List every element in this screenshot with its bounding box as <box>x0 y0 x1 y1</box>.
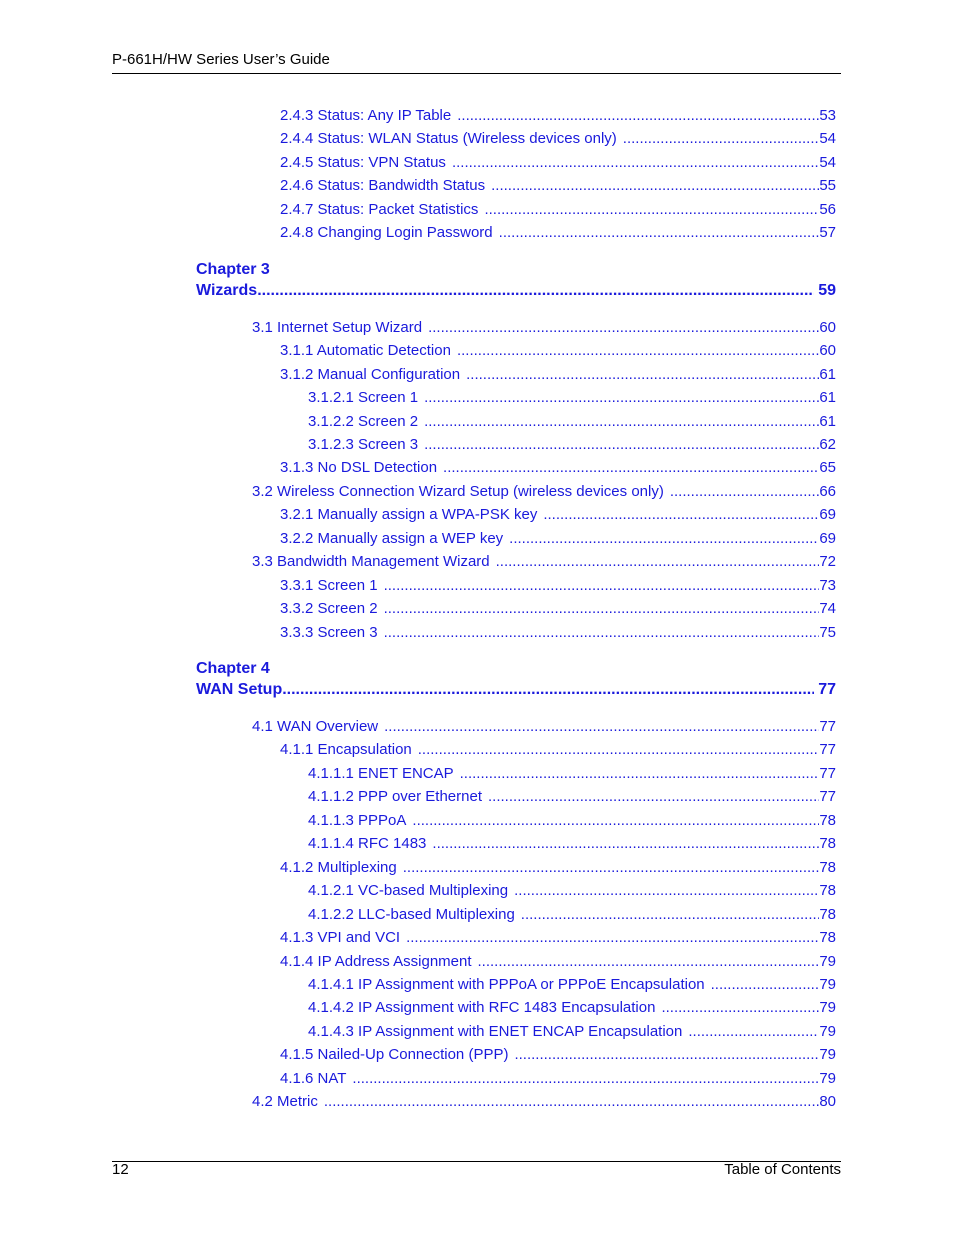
toc-leader-dots <box>428 318 819 338</box>
footer-section-title: Table of Contents <box>724 1161 841 1178</box>
toc-entry-link[interactable] <box>308 905 836 925</box>
toc-entry-link[interactable] <box>308 975 836 995</box>
toc-entry-title: 4.1.6 NAT <box>280 1069 347 1087</box>
toc-leader-dots <box>499 223 820 243</box>
toc-page-number: 56 <box>819 200 836 218</box>
toc-page-number: 77 <box>819 788 836 806</box>
toc-page-number: 69 <box>819 506 836 524</box>
toc-leader-dots <box>661 998 819 1018</box>
toc-page-number: 79 <box>819 999 836 1017</box>
toc-leader-dots <box>688 1022 819 1042</box>
toc-entry-link[interactable] <box>280 458 836 478</box>
toc-entry-link[interactable] <box>308 881 836 901</box>
toc-page-number: 78 <box>819 858 836 876</box>
toc-entry-link[interactable] <box>280 223 836 243</box>
toc-entry-title: 3.2.2 Manually assign a WEP key <box>280 529 504 547</box>
toc-leader-dots <box>257 281 814 301</box>
toc-leader-dots <box>484 200 819 220</box>
toc-page-number: 53 <box>819 107 836 124</box>
toc-leader-dots <box>460 764 820 784</box>
toc-leader-dots <box>282 680 814 700</box>
toc-entry-link[interactable] <box>280 599 836 619</box>
toc-entry-title: 2.4.7 Status: Packet Statistics <box>280 200 479 218</box>
toc-entry-link[interactable] <box>308 998 836 1018</box>
toc-page-number: 61 <box>819 412 836 430</box>
toc-entry-title: 2.4.3 Status: Any IP Table <box>280 107 452 124</box>
toc-entry-title: 3.2.1 Manually assign a WPA-PSK key <box>280 506 538 524</box>
toc-page-number: 72 <box>819 553 836 571</box>
toc-entry-title: 3.3.3 Screen 3 <box>280 623 378 641</box>
toc-entry-link[interactable] <box>280 106 836 126</box>
toc-chapter-link[interactable] <box>196 281 836 301</box>
toc-entry-link[interactable] <box>280 740 836 760</box>
toc-entry-link[interactable] <box>280 200 836 220</box>
toc-leader-dots <box>384 623 820 643</box>
toc-page-number: 75 <box>819 623 836 641</box>
toc-entry-link[interactable] <box>308 787 836 807</box>
toc-entry-title: 3.1.2.2 Screen 2 <box>308 412 419 430</box>
toc-page-number: 57 <box>819 224 836 242</box>
toc-entry-title: 2.4.5 Status: VPN Status <box>280 153 446 171</box>
toc-entry-link[interactable] <box>280 129 836 149</box>
toc-page-number: 54 <box>819 153 836 171</box>
toc-page-number: 78 <box>819 905 836 923</box>
toc-entry-title: 4.1.1.2 PPP over Ethernet <box>308 788 483 806</box>
toc-page-number: 74 <box>819 600 836 618</box>
toc-page-number: 79 <box>819 1069 836 1087</box>
toc-entry-link[interactable] <box>308 834 836 854</box>
toc-leader-dots <box>543 505 819 525</box>
toc-page-number: 65 <box>819 459 836 477</box>
toc-leader-dots <box>432 834 819 854</box>
toc-leader-dots <box>457 106 819 126</box>
toc-page-number: 55 <box>819 177 836 195</box>
toc-leader-dots <box>424 435 819 455</box>
toc-page-number: 62 <box>819 435 836 453</box>
toc-page-number: 77 <box>819 718 836 735</box>
toc-entry-link[interactable] <box>280 928 836 948</box>
toc-entry-link[interactable] <box>308 764 836 784</box>
toc-entry-title: 3.1.3 No DSL Detection <box>280 459 438 477</box>
toc-entry-title: 3.1.1 Automatic Detection <box>280 342 451 360</box>
toc-entry-title: 3.1.2.1 Screen 1 <box>308 389 419 407</box>
toc-entry-title: 4.1.4.2 IP Assignment with RFC 1483 Encapsulation <box>308 999 656 1017</box>
toc-entry-title: 3.1.2 Manual Configuration <box>280 365 461 383</box>
toc-page-number: 78 <box>819 811 836 829</box>
toc-leader-dots <box>418 740 820 760</box>
toc-entry-title: 4.1.4 IP Address Assignment <box>280 952 472 970</box>
toc-leader-dots <box>623 129 820 149</box>
toc-entry-title: 4.1.1 Encapsulation <box>280 741 412 759</box>
toc-leader-dots <box>443 458 819 478</box>
toc-entry-link[interactable] <box>280 153 836 173</box>
toc-leader-dots <box>488 787 819 807</box>
toc-entry-title: 2.4.6 Status: Bandwidth Status <box>280 177 486 195</box>
toc-page-number: 78 <box>819 929 836 947</box>
toc-leader-dots <box>457 341 819 361</box>
toc-page-number: 80 <box>819 1093 836 1111</box>
toc-page-number: 60 <box>819 318 836 336</box>
toc-entry-link[interactable] <box>252 482 836 502</box>
toc-page-number: 78 <box>819 835 836 853</box>
toc-leader-dots <box>521 905 820 925</box>
toc-leader-dots <box>491 176 819 196</box>
toc-entry-link[interactable] <box>252 717 836 737</box>
toc-entry-title: 4.1.3 VPI and VCI <box>280 929 401 947</box>
toc-page-number: 60 <box>819 342 836 360</box>
toc-entry-link[interactable] <box>308 412 836 432</box>
toc-page-number: 73 <box>819 576 836 594</box>
toc-entry-link[interactable] <box>280 858 836 878</box>
toc-leader-dots <box>514 1045 819 1065</box>
toc-entry-title: 4.1.4.1 IP Assignment with PPPoA or PPPoE Encapsulation <box>308 975 705 993</box>
toc-chapter-title: Wizards <box>196 281 258 299</box>
toc-entry-title: 3.3.1 Screen 1 <box>280 576 378 594</box>
toc-entry-link[interactable] <box>308 388 836 408</box>
toc-leader-dots <box>711 975 820 995</box>
toc-leader-dots <box>403 858 820 878</box>
toc-page-number: 61 <box>819 389 836 407</box>
toc-leader-dots <box>478 952 820 972</box>
toc-entry-title: 4.1.1.4 RFC 1483 <box>308 835 427 853</box>
toc-leader-dots <box>412 811 819 831</box>
toc-page-number: 59 <box>818 281 836 299</box>
toc-entry-link[interactable] <box>280 365 836 385</box>
toc-leader-dots <box>466 365 819 385</box>
toc-page-number: 79 <box>819 952 836 970</box>
toc-leader-dots <box>406 928 819 948</box>
toc-entry-link[interactable] <box>308 811 836 831</box>
toc-page-number: 79 <box>819 975 836 993</box>
toc-page-number: 79 <box>819 1022 836 1040</box>
toc-entry-title: 3.1.2.3 Screen 3 <box>308 435 419 453</box>
toc-entry-title: 3.3 Bandwidth Management Wizard <box>252 553 490 571</box>
toc-entry-link[interactable] <box>252 552 836 572</box>
toc-leader-dots <box>509 529 819 549</box>
toc-page-number: 54 <box>819 130 836 148</box>
toc-leader-dots <box>670 482 819 502</box>
toc-entry-link[interactable] <box>280 952 836 972</box>
toc-entry-title: 4.2 Metric <box>252 1093 318 1111</box>
toc-entry-link[interactable] <box>252 318 836 338</box>
toc-entry-title: 4.1.2.2 LLC-based Multiplexing <box>308 905 515 923</box>
toc-entry-link[interactable] <box>252 1092 836 1112</box>
toc-entry-link[interactable] <box>280 505 836 525</box>
chapter-label: Chapter 3 <box>196 260 270 278</box>
toc-page-number: 77 <box>818 681 836 698</box>
toc-entry-title: 3.1 Internet Setup Wizard <box>252 318 423 336</box>
toc-entry-title: 3.3.2 Screen 2 <box>280 600 378 618</box>
toc-entry-link[interactable] <box>280 176 836 196</box>
toc-entry-title: 2.4.8 Changing Login Password <box>280 224 493 242</box>
toc-page-number: 69 <box>819 529 836 547</box>
header-rule <box>112 73 841 74</box>
toc-entry-title: 4.1.4.3 IP Assignment with ENET ENCAP Encapsulation <box>308 1022 683 1040</box>
toc-entry-link[interactable] <box>280 341 836 361</box>
toc-entry-title: 4.1.2 Multiplexing <box>280 858 397 876</box>
toc-page-number: 78 <box>819 882 836 900</box>
toc-entry-title: 4.1.1.3 PPPoA <box>308 811 407 829</box>
toc-entry-link[interactable] <box>280 1069 836 1089</box>
toc-entry-title: 4.1.2.1 VC-based Multiplexing <box>308 882 509 900</box>
toc-entry-title: 2.4.4 Status: WLAN Status (Wireless devices only) <box>280 130 617 148</box>
toc-entry-title: 3.2 Wireless Connection Wizard Setup (wireless devices only) <box>252 482 664 500</box>
toc-leader-dots <box>384 576 820 596</box>
toc-leader-dots <box>384 717 819 737</box>
toc-entry-link[interactable] <box>280 529 836 549</box>
toc-page-number: 61 <box>819 365 836 383</box>
toc-entry-link[interactable] <box>280 1045 836 1065</box>
toc-leader-dots <box>324 1092 819 1112</box>
toc-entry-title: 4.1.1.1 ENET ENCAP <box>308 764 454 782</box>
toc-leader-dots <box>424 388 819 408</box>
toc-leader-dots <box>384 599 820 619</box>
toc-page-number: 77 <box>819 741 836 759</box>
toc-leader-dots <box>352 1069 819 1089</box>
toc-entry-link[interactable] <box>280 576 836 596</box>
toc-page-number: 66 <box>819 482 836 500</box>
toc-page-number: 79 <box>819 1046 836 1064</box>
toc-entry-link[interactable] <box>280 623 836 643</box>
toc-entry-link[interactable] <box>308 1022 836 1042</box>
toc-leader-dots <box>452 153 819 173</box>
toc-entry-title: 4.1 WAN Overview <box>252 718 379 735</box>
toc-entry-link[interactable] <box>308 435 836 455</box>
toc-page-number: 77 <box>819 764 836 782</box>
toc-chapter-link[interactable] <box>196 680 836 700</box>
toc-leader-dots <box>496 552 820 572</box>
toc-entry-title: 4.1.5 Nailed-Up Connection (PPP) <box>280 1046 509 1064</box>
header-title: P-661H/HW Series User’s Guide <box>112 51 330 68</box>
chapter-label: Chapter 4 <box>196 660 270 677</box>
toc-leader-dots <box>514 881 819 901</box>
footer-page-number: 12 <box>112 1161 129 1178</box>
toc-chapter-title: WAN Setup <box>196 681 283 698</box>
toc-leader-dots <box>424 412 819 432</box>
